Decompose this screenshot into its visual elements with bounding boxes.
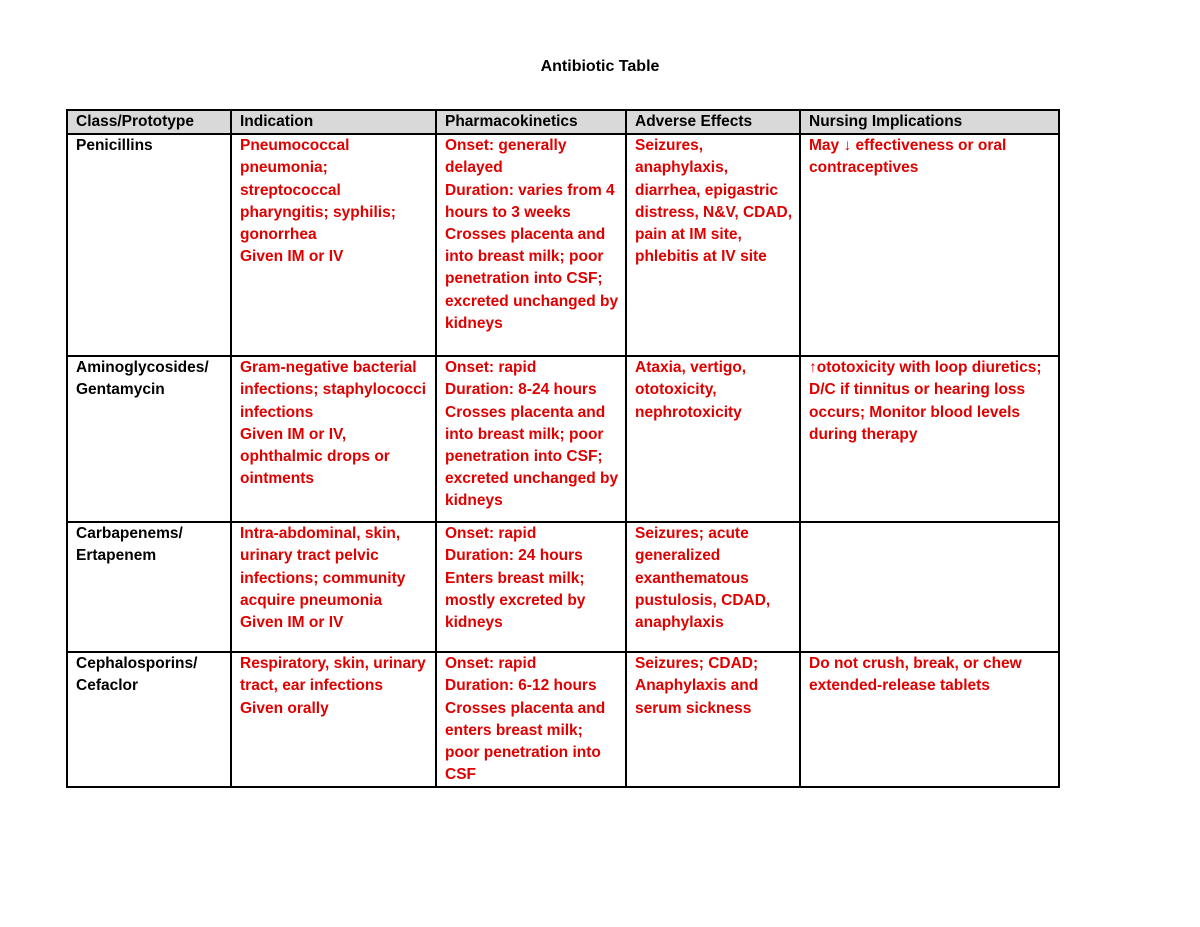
cell-text-line: Seizures; acute: [635, 525, 749, 543]
cell-text-line: ↑ototoxicity with loop diuretics;: [809, 359, 1042, 377]
table-row: [67, 356, 1059, 522]
cell-text-line: anaphylaxis: [635, 614, 724, 632]
cell-text-line: D/C if tinnitus or hearing loss: [809, 381, 1026, 399]
cell-text-line: Do not crush, break, or chew: [809, 655, 1022, 673]
cell-class-prototype: [67, 356, 231, 522]
cell-text-line: pneumonia;: [240, 159, 328, 177]
cell-text-line: excreted unchanged by: [445, 470, 619, 488]
cell-class-prototype: [67, 522, 231, 652]
cell-text-line: Intra-abdominal, skin,: [240, 525, 401, 543]
table-row: [67, 134, 1059, 356]
cell-text-line: Duration: 8-24 hours: [445, 381, 597, 399]
cell-text-line: acquire pneumonia: [240, 591, 383, 609]
cell-text-line: Duration: 24 hours: [445, 547, 583, 565]
header-class-prototype: Class/Prototype: [67, 110, 231, 134]
cell-text-line: serum sickness: [635, 699, 752, 717]
cell-indication: [231, 134, 436, 356]
cell-text-line: ophthalmic drops or: [240, 448, 390, 466]
cell-text-line: infections: [240, 403, 314, 421]
cell-text-line: Crosses placenta and: [445, 699, 606, 717]
cell-text-line: pharyngitis; syphilis;: [240, 203, 396, 221]
cell-text-line: Ataxia, vertigo,: [635, 359, 747, 377]
header-adverse-effects: Adverse Effects: [626, 110, 800, 134]
cell-text-line: poor penetration into: [445, 744, 601, 762]
cell-class-prototype: [67, 134, 231, 356]
cell-text-line: urinary tract pelvic: [240, 547, 379, 565]
cell-text-line: streptococcal: [240, 181, 341, 199]
cell-text-line: Cefaclor: [76, 677, 139, 695]
cell-nursing-implications: [800, 652, 1059, 787]
cell-text-line: Onset: rapid: [445, 525, 537, 543]
cell-indication: [231, 652, 436, 787]
table-row: [67, 522, 1059, 652]
cell-pharmacokinetics: [436, 522, 626, 652]
cell-text-line: Duration: varies from 4: [445, 181, 615, 199]
cell-text-line: nephrotoxicity: [635, 403, 742, 421]
cell-text-line: infections; community: [240, 569, 406, 587]
cell-text-line: Crosses placenta and: [445, 226, 606, 244]
cell-text-line: penetration into CSF;: [445, 448, 603, 466]
cell-text-line: into breast milk; poor: [445, 248, 604, 266]
cell-nursing-implications: [800, 356, 1059, 522]
cell-text-line: anaphylaxis,: [635, 159, 729, 177]
cell-indication: [231, 522, 436, 652]
cell-text-line: Gentamycin: [76, 381, 165, 399]
cell-text-line: kidneys: [445, 314, 503, 332]
cell-text-line: Carbapenems/: [76, 525, 183, 543]
cell-pharmacokinetics: [436, 356, 626, 522]
cell-text-line: Given IM or IV: [240, 248, 344, 266]
cell-text-line: pain at IM site,: [635, 226, 742, 244]
cell-text-line: ointments: [240, 470, 315, 488]
cell-text-line: Anaphylaxis and: [635, 677, 759, 695]
cell-text-line: exanthematous: [635, 569, 749, 587]
cell-text-line: Onset: generally: [445, 137, 567, 155]
cell-nursing-implications: [800, 522, 1059, 652]
cell-text-line: Crosses placenta and: [445, 403, 606, 421]
cell-text-line: Pneumococcal: [240, 137, 350, 155]
cell-text-line: occurs; Monitor blood levels: [809, 403, 1020, 421]
cell-text-line: delayed: [445, 159, 503, 177]
cell-text-line: Enters breast milk;: [445, 569, 585, 587]
cell-indication: [231, 356, 436, 522]
cell-text-line: Seizures; CDAD;: [635, 655, 759, 673]
table-row: [67, 652, 1059, 787]
cell-text-line: Penicillins: [76, 137, 153, 155]
cell-adverse-effects: [626, 356, 800, 522]
cell-text-line: Duration: 6-12 hours: [445, 677, 597, 695]
cell-adverse-effects: [626, 522, 800, 652]
cell-text-line: diarrhea, epigastric: [635, 181, 779, 199]
antibiotic-table: [66, 109, 1060, 788]
cell-adverse-effects: [626, 652, 800, 787]
cell-text-line: phlebitis at IV site: [635, 248, 767, 266]
header-nursing-implications: Nursing Implications: [800, 110, 1059, 134]
cell-adverse-effects: [626, 134, 800, 356]
cell-text-line: Onset: rapid: [445, 655, 537, 673]
cell-text-line: gonorrhea: [240, 226, 317, 244]
cell-text-line: contraceptives: [809, 159, 919, 177]
cell-text-line: ototoxicity,: [635, 381, 717, 399]
cell-pharmacokinetics: [436, 652, 626, 787]
cell-text-line: Cephalosporins/: [76, 655, 198, 673]
cell-text-line: CSF: [445, 766, 476, 784]
cell-text-line: Respiratory, skin, urinary: [240, 655, 426, 673]
cell-text-line: excreted unchanged by: [445, 292, 619, 310]
cell-text-line: pustulosis, CDAD,: [635, 591, 771, 609]
cell-text-line: distress, N&V, CDAD,: [635, 203, 793, 221]
cell-text-line: May ↓ effectiveness or oral: [809, 137, 1007, 155]
cell-text-line: into breast milk; poor: [445, 425, 604, 443]
cell-text-line: Aminoglycosides/: [76, 359, 209, 377]
cell-text-line: generalized: [635, 547, 721, 565]
header-indication: Indication: [231, 110, 436, 134]
cell-text-line: Ertapenem: [76, 547, 157, 565]
cell-text-line: during therapy: [809, 425, 918, 443]
cell-text-line: Given orally: [240, 699, 329, 717]
page-title: Antibiotic Table: [540, 58, 660, 75]
cell-nursing-implications: [800, 134, 1059, 356]
header-pharmacokinetics: Pharmacokinetics: [436, 110, 626, 134]
cell-text-line: infections; staphylococci: [240, 381, 427, 399]
cell-text-line: Given IM or IV,: [240, 425, 347, 443]
cell-text-line: hours to 3 weeks: [445, 203, 571, 221]
cell-text-line: Onset: rapid: [445, 359, 537, 377]
cell-text-line: Given IM or IV: [240, 614, 344, 632]
cell-text-line: extended-release tablets: [809, 677, 990, 695]
cell-text-line: mostly excreted by: [445, 591, 586, 609]
cell-text-line: penetration into CSF;: [445, 270, 603, 288]
cell-text-line: tract, ear infections: [240, 677, 383, 695]
cell-text-line: kidneys: [445, 614, 503, 632]
cell-text-line: Gram-negative bacterial: [240, 359, 417, 377]
table-header-row: [67, 110, 1059, 134]
cell-text-line: kidneys: [445, 492, 503, 510]
cell-text-line: enters breast milk;: [445, 721, 583, 739]
cell-text-line: Seizures,: [635, 137, 704, 155]
cell-class-prototype: [67, 652, 231, 787]
cell-pharmacokinetics: [436, 134, 626, 356]
